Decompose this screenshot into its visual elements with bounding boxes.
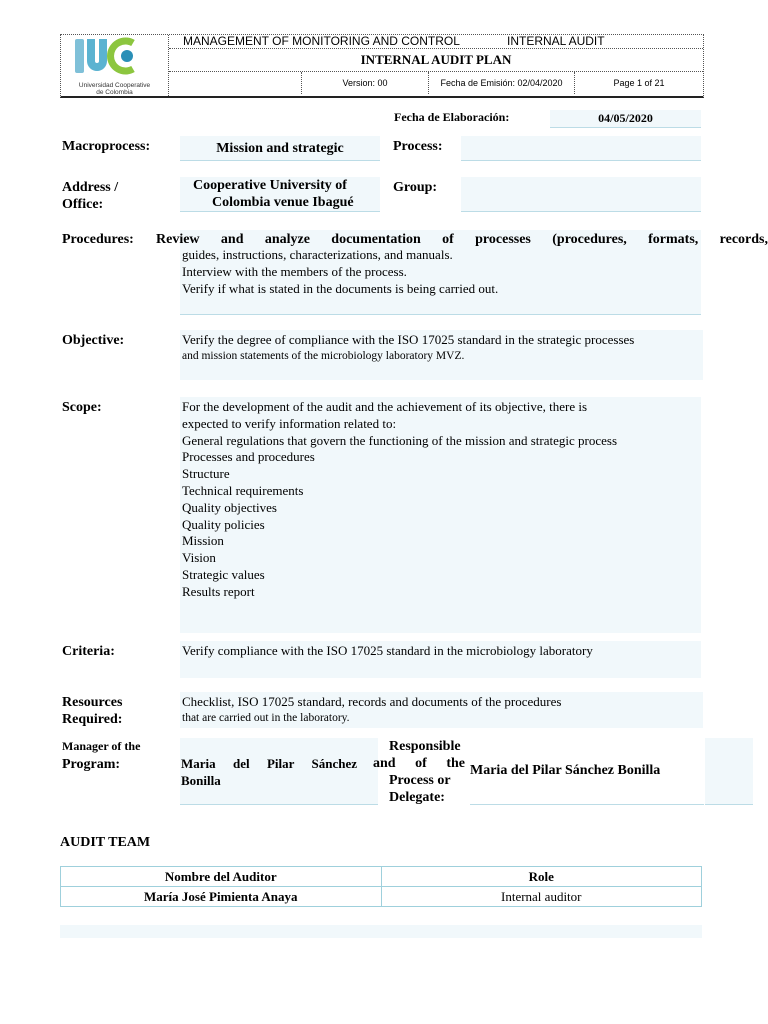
manager-label-line2: Program: <box>62 757 121 772</box>
area-label: INTERNAL AUDIT <box>507 34 605 48</box>
version: Version: 00 <box>302 72 429 94</box>
objective-line-1: Verify the degree of compliance with the ISO 17025 standard in the strategic processes <box>182 332 635 347</box>
auditor-role: Internal auditor <box>381 887 702 907</box>
resources-line-2: that are carried out in the laboratory. <box>182 711 350 724</box>
criteria-value: Verify compliance with the ISO 17025 standard in the microbiology laboratory <box>180 641 701 678</box>
responsible-label: Responsible and of the Process or Delegate: <box>373 739 465 805</box>
empty-table-row <box>60 925 702 938</box>
objective-box <box>180 330 703 380</box>
elaboration-label: Fecha de Elaboración: <box>394 110 510 124</box>
group-value <box>461 177 701 212</box>
header-row-meta <box>169 72 703 94</box>
logo-text-line2: de Colombia <box>96 89 133 96</box>
table-row <box>61 887 702 907</box>
process-value <box>461 136 701 161</box>
criteria-label: Criteria: <box>62 644 115 659</box>
management-label: MANAGEMENT OF MONITORING AND CONTROL <box>183 34 460 48</box>
responsible-extra-cell <box>705 738 753 805</box>
auditor-name: María José Pimienta Anaya <box>61 887 382 907</box>
resources-line-1: Checklist, ISO 17025 standard, records and documents of the procedures <box>182 694 562 709</box>
document-header <box>60 34 704 98</box>
group-label: Group: <box>393 180 438 195</box>
audit-team-table <box>60 866 702 907</box>
procedures-line-1: Review and analyze documentation of processes (procedures, formats, records, <box>156 232 768 247</box>
procedures-label: Procedures: <box>62 232 134 247</box>
audit-team-title: AUDIT TEAM <box>60 835 151 850</box>
header-auditor-name: Nombre del Auditor <box>61 867 382 887</box>
scope-label: Scope: <box>62 400 102 415</box>
responsible-value: Maria del Pilar Sánchez Bonilla <box>470 738 704 805</box>
table-header-row <box>61 867 702 887</box>
resources-label: Resources Required: <box>62 695 123 727</box>
process-label: Process: <box>393 139 443 154</box>
address-label: Address / Office: <box>62 180 119 212</box>
issue-date: Fecha de Emisión: 02/04/2020 <box>429 72 575 94</box>
macroprocess-value: Mission and strategic <box>180 136 380 161</box>
plan-title: INTERNAL AUDIT PLAN <box>169 49 703 72</box>
macroprocess-label: Macroprocess: <box>62 139 151 154</box>
address-value: Cooperative University of Colombia venue Ibagué <box>180 177 380 212</box>
scope-text: For the development of the audit and the achievement of its objective, there is expected to verify information related to: General regulations that govern the functioning of the mission and strategic process Processes and procedures Structure Technical requirements Quality objectives Quality policies Mission Vision Strategic values Results report <box>182 399 618 599</box>
page-number: Page 1 of 21 <box>613 78 665 88</box>
objective-line-2: and mission statements of the microbiology laboratory MVZ. <box>182 349 465 362</box>
ucc-logo-icon <box>61 35 168 83</box>
elaboration-date: 04/05/2020 <box>550 110 701 128</box>
manager-label-line1: Manager of the <box>62 739 141 753</box>
procedures-text: guides, instructions, characterizations, and manuals. Interview with the members of the process. Verify if what is stated in the documents is being carried out. <box>182 247 499 296</box>
objective-label: Objective: <box>62 333 125 348</box>
logo-text-line1: Universidad Cooperative <box>78 82 151 89</box>
manager-value: Maria del Pilar Sánchez Bonilla <box>181 756 357 788</box>
header-role: Role <box>381 867 702 887</box>
header-row-management <box>169 35 703 49</box>
resources-box <box>180 692 703 728</box>
university-logo <box>61 35 169 96</box>
